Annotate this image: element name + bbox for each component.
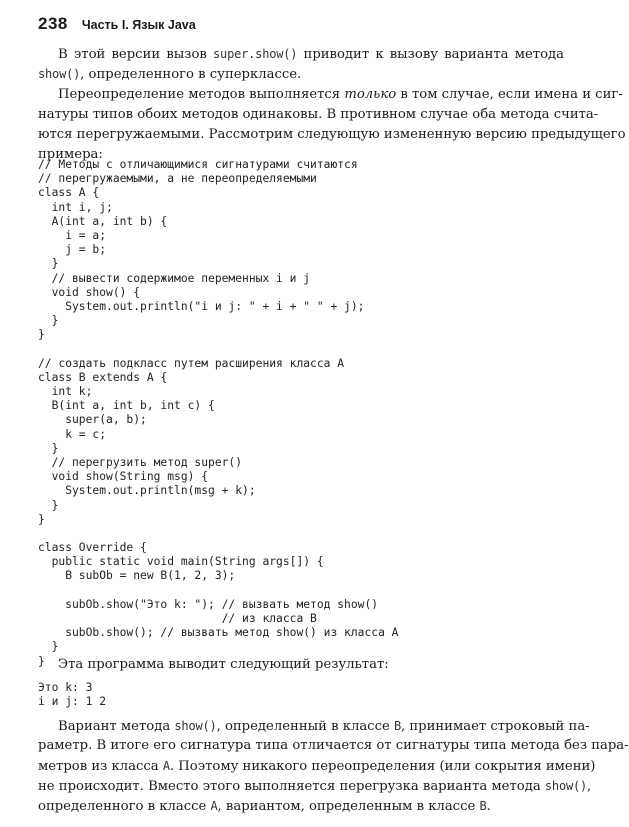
- code-line: public static void main(String args[]) {: [38, 555, 324, 569]
- code-line: int i, j;: [38, 200, 113, 214]
- code-line: [38, 342, 578, 356]
- code-line: i = a;: [38, 228, 107, 242]
- running-head: Часть I. Язык Java: [81, 18, 196, 32]
- code-line: }: [38, 328, 45, 342]
- paragraph-4: [38, 716, 629, 816]
- code-line: System.out.println("i и j: " + i + " " + j);: [38, 299, 365, 313]
- text-line: ются перегружаемыми. Рассмотрим следующую измененную версию предыдущего: [38, 127, 626, 142]
- code-line: // из класса В: [38, 612, 317, 625]
- code-line: [38, 584, 578, 598]
- text-line: Эта программа выводит следующий результат:: [58, 657, 389, 672]
- page-number: 238: [38, 14, 68, 33]
- code-line: }: [38, 654, 45, 668]
- paragraph-1: [38, 44, 564, 84]
- code-line: // Методы с отличающимися сигнатурами считаются: [38, 158, 358, 171]
- text-line: show(), определенного в суперклассе.: [38, 67, 302, 82]
- code-line: System.out.println(msg + k);: [38, 484, 256, 498]
- text-line: не происходит. Вместо этого выполняется перегрузка варианта метода show(),: [38, 779, 592, 794]
- code-line: void show(String msg) {: [38, 470, 209, 484]
- code-line: // перегружаемыми, а не переопределяемыми: [38, 172, 317, 186]
- code-line: class A {: [38, 186, 100, 200]
- code-line: }: [38, 257, 59, 271]
- code-line: k = c;: [38, 427, 107, 441]
- code-line: subOb.show("Это k: "); // вызвать метод show(): [38, 597, 379, 611]
- text-line: метров из класса A. Поэтому никакого переопределения (или сокрытия имени): [38, 759, 596, 774]
- inline-code: A: [162, 759, 170, 773]
- emphasis: только: [344, 87, 397, 102]
- inline-code: B: [393, 719, 401, 733]
- code-line: A(int a, int b) {: [38, 214, 168, 228]
- text-line: натуры типов обоих методов одинаковы. В противном случае оба метода счита-: [38, 107, 599, 122]
- output-line: i и j: 1 2: [38, 695, 107, 708]
- code-line: super(a, b);: [38, 413, 147, 427]
- paragraph-3: [38, 655, 564, 675]
- program-output: [38, 681, 106, 709]
- text-line: примера:: [38, 147, 103, 162]
- paragraph-2: [38, 85, 626, 165]
- code-line: class Override {: [38, 541, 147, 555]
- code-line: // перегрузить метод super(): [38, 455, 243, 469]
- code-line: }: [38, 498, 59, 512]
- code-line: // создать подкласс путем расширения класса А: [38, 356, 345, 370]
- code-line: }: [38, 640, 59, 654]
- inline-code: show(): [38, 67, 81, 81]
- code-line: j = b;: [38, 243, 107, 257]
- text-line: раметр. В итоге его сигнатура типа отличается от сигнатуры типа метода без пара-: [38, 738, 629, 753]
- code-line: [38, 527, 578, 541]
- code-line: void show() {: [38, 285, 141, 299]
- text-line: определенного в классе A, вариантом, определенным в классе B.: [38, 799, 491, 814]
- code-line: // вывести содержимое переменных i и j: [38, 271, 311, 285]
- inline-code: super.show(): [213, 47, 298, 61]
- text-line: В этой версии вызов super.show() приводит к вызову варианта метода: [58, 47, 565, 62]
- code-line: }: [38, 512, 45, 526]
- code-line: }: [38, 441, 59, 455]
- text-line: Вариант метода show(), определенный в классе B, принимает строковый па-: [58, 719, 590, 734]
- text-line: Переопределение методов выполняется только в том случае, если имена и сиг-: [58, 87, 623, 102]
- code-line: B subOb = new B(1, 2, 3);: [38, 569, 236, 583]
- code-line: int k;: [38, 385, 93, 398]
- code-line: }: [38, 314, 59, 328]
- code-line: class B extends A {: [38, 370, 168, 384]
- inline-code: A: [210, 799, 218, 813]
- page-header: [38, 14, 196, 36]
- inline-code: show(): [174, 719, 217, 733]
- code-listing: [38, 158, 578, 669]
- output-line: Это k: 3: [38, 681, 93, 694]
- inline-code: show(): [544, 779, 588, 793]
- inline-code: B: [479, 799, 487, 813]
- code-line: B(int a, int b, int c) {: [38, 399, 215, 413]
- code-line: subOb.show(); // вызвать метод show() из класса А: [38, 626, 399, 640]
